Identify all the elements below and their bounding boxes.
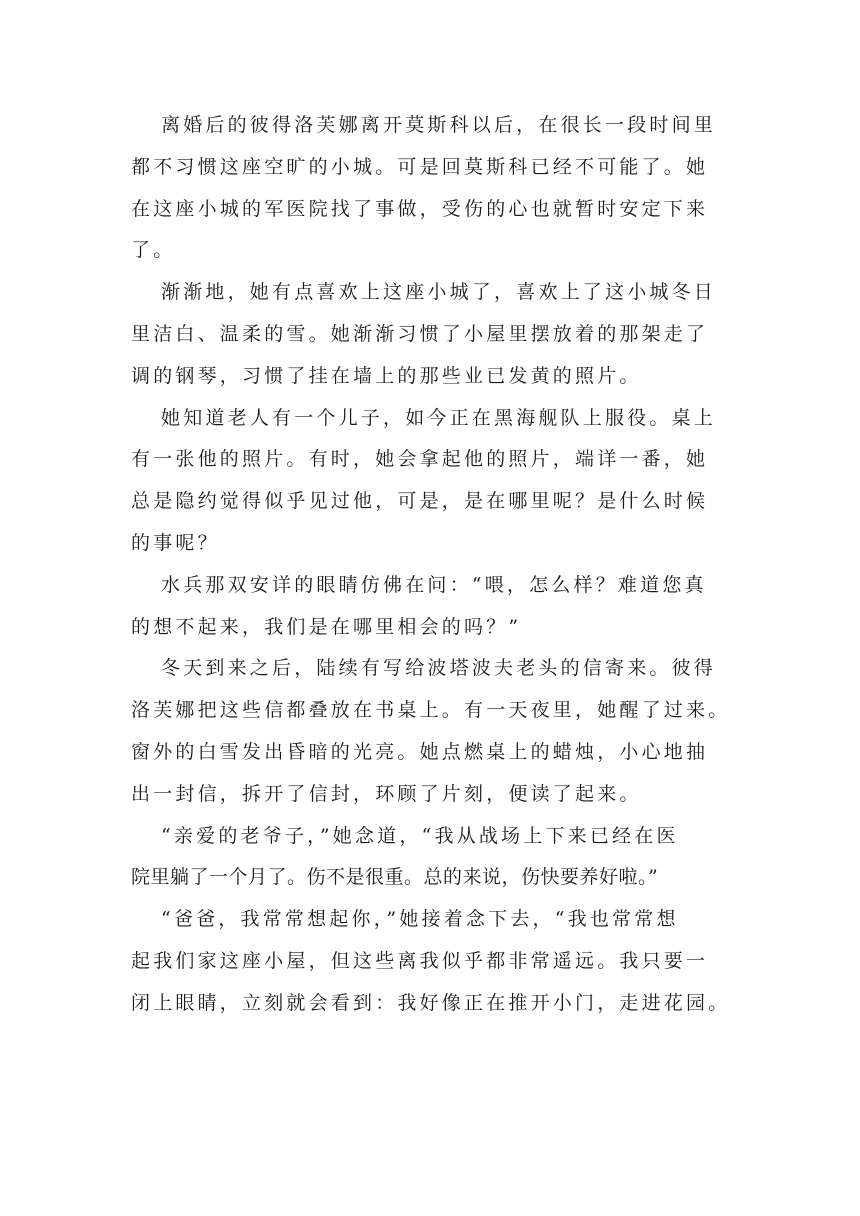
paragraph-1-line-3: 在这座小城的军医院找了事做，受伤的心也就暂时安定下来 — [131, 197, 709, 220]
paragraph-3-line-4: 的事呢？ — [131, 531, 220, 554]
paragraph-2-line-1: 渐渐地，她有点喜欢上这座小城了，喜欢上了这小城冬日 — [161, 281, 717, 304]
paragraph-2-line-3: 调的钢琴，习惯了挂在墙上的那些业已发黄的照片。 — [131, 364, 642, 387]
paragraph-2-line-2: 里洁白、温柔的雪。她渐渐习惯了小屋里摆放着的那架走了 — [131, 322, 709, 345]
paragraph-3-line-2: 有一张他的照片。有时，她会拿起他的照片，端详一番，她 — [131, 448, 709, 471]
story-text — [131, 105, 731, 1025]
paragraph-5-line-2: 洛芙娜把这些信都叠放在书桌上。有一天夜里，她醒了过来。 — [131, 699, 731, 722]
paragraph-4-line-1: 水兵那双安详的眼睛仿佛在问：“喂，怎么样？难道您真 — [161, 573, 707, 596]
paragraph-1-line-4: 了。 — [131, 239, 176, 262]
paragraph-5-line-1: 冬天到来之后，陆续有写给波塔波夫老头的信寄来。彼得 — [161, 657, 717, 680]
paragraph-7-line-2: 起我们家这座小屋，但这些离我似乎都非常遥远。我只要一 — [131, 949, 709, 972]
paragraph-7-line-1: “爸爸，我常常想起你，”她接着念下去，“我也常常想 — [161, 908, 679, 931]
paragraph-3-line-1: 她知道老人有一个儿子，如今正在黑海舰队上服役。桌上 — [161, 406, 717, 429]
paragraph-5-line-4: 出一封信，拆开了信封，环顾了片刻，便读了起来。 — [131, 782, 642, 805]
paragraph-3-line-3: 总是隐约觉得似乎见过他，可是，是在哪里呢？是什么时候 — [131, 490, 709, 513]
paragraph-1-line-1: 离婚后的彼得洛芙娜离开莫斯科以后，在很长一段时间里 — [161, 114, 717, 136]
paragraph-1-line-2: 都不习惯这座空旷的小城。可是回莫斯科已经不可能了。她 — [131, 155, 709, 178]
paragraph-6-line-2: 院里躺了一个月了。伤不是很重。总的来说，伤快要养好啦。” — [131, 866, 659, 889]
paragraph-6-line-1: “亲爱的老爷子，”她念道，“我从战场上下来已经在医 — [161, 824, 679, 847]
paragraph-7-line-3: 闭上眼睛，立刻就会看到：我好像正在推开小门，走进花园。 — [131, 991, 731, 1014]
paragraph-4-line-2: 的想不起来，我们是在哪里相会的吗？” — [131, 615, 522, 638]
paragraph-5-line-3: 窗外的白雪发出昏暗的光亮。她点燃桌上的蜡烛，小心地抽 — [131, 740, 709, 763]
